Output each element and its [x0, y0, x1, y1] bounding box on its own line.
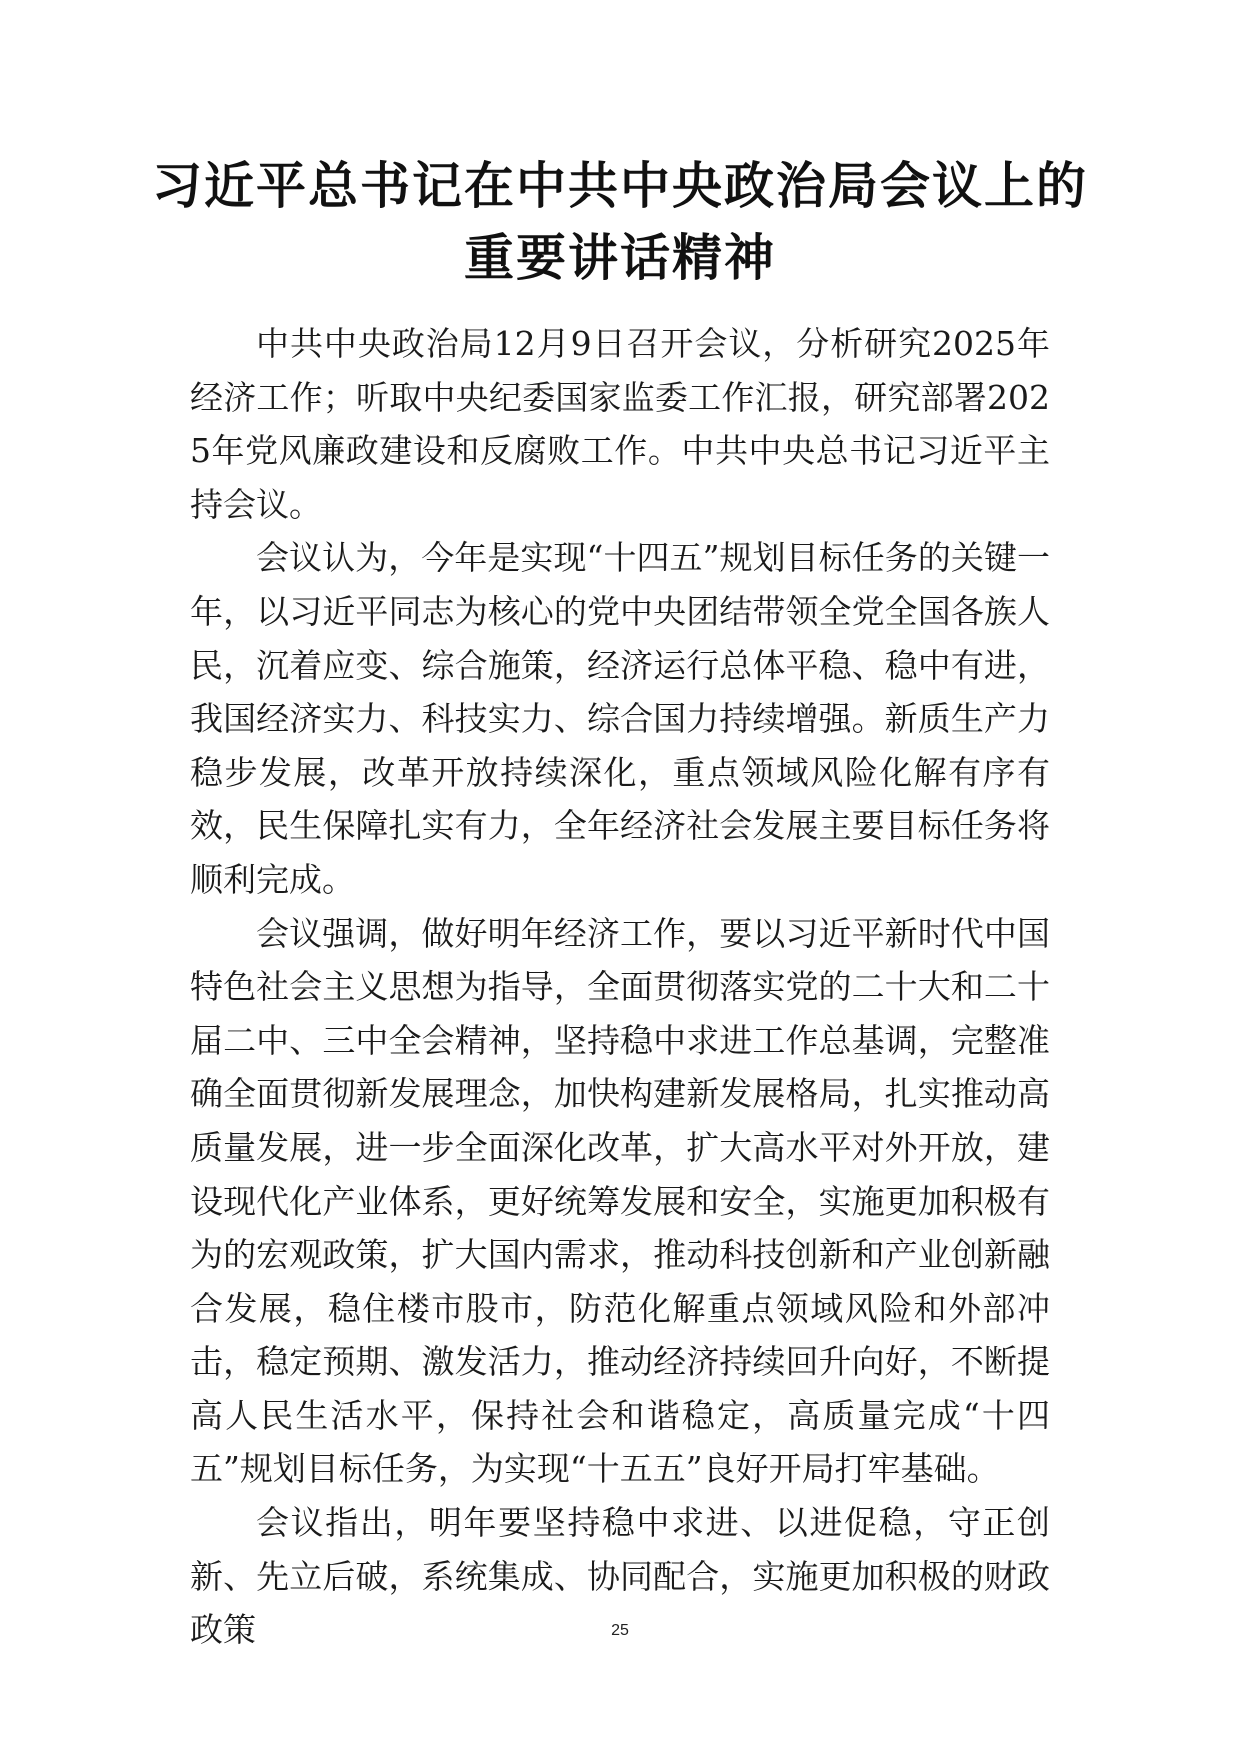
- title-line-2: 重要讲话精神: [464, 228, 776, 287]
- document-title: [0, 150, 1240, 294]
- page-number: 25: [611, 1622, 629, 1639]
- paragraph-1: 中共中央政治局12月9日召开会议，分析研究2025年经济工作；听取中央纪委国家监委工作汇报，研究部署2025年党风廉政建设和反腐败工作。中共中央总书记习近平主持会议。: [190, 324, 1050, 524]
- paragraph-4: 会议指出，明年要坚持稳中求进、以进促稳，守正创新、先立后破，系统集成、协同配合，实施更加积极的财政政策: [190, 1503, 1050, 1650]
- paragraph-3: 会议强调，做好明年经济工作，要以习近平新时代中国特色社会主义思想为指导，全面贯彻落实党的二十大和二十届二中、三中全会精神，坚持稳中求进工作总基调，完整准确全面贯彻新发展理念，加快构建新发展格局，扎实推动高质量发展，进一步全面深化改革，扩大高水平对外开放，建设现代化产业体系，更好统筹发展和安全，实施更加积极有为的宏观政策，扩大国内需求，推动科技创新和产业创新融合发展，稳住楼市股市，防范化解重点领域风险和外部冲击，稳定预期、激发活力，推动经济持续回升向好，不断提高人民生活水平，保持社会和谐稳定，高质量完成“十四五”规划目标任务，为实现“十五五”良好开局打牢基础。: [190, 913, 1050, 1489]
- title-line-1: 习近平总书记在中共中央政治局会议上的: [152, 156, 1088, 215]
- document-body: [190, 317, 1050, 1657]
- paragraph-2: 会议认为，今年是实现“十四五”规划目标任务的关键一年，以习近平同志为核心的党中央团结带领全党全国各族人民，沉着应变、综合施策，经济运行总体平稳、稳中有进，我国经济实力、科技实力、综合国力持续增强。新质生产力稳步发展，改革开放持续深化，重点领域风险化解有序有效，民生保障扎实有力，全年经济社会发展主要目标任务将顺利完成。: [190, 538, 1050, 899]
